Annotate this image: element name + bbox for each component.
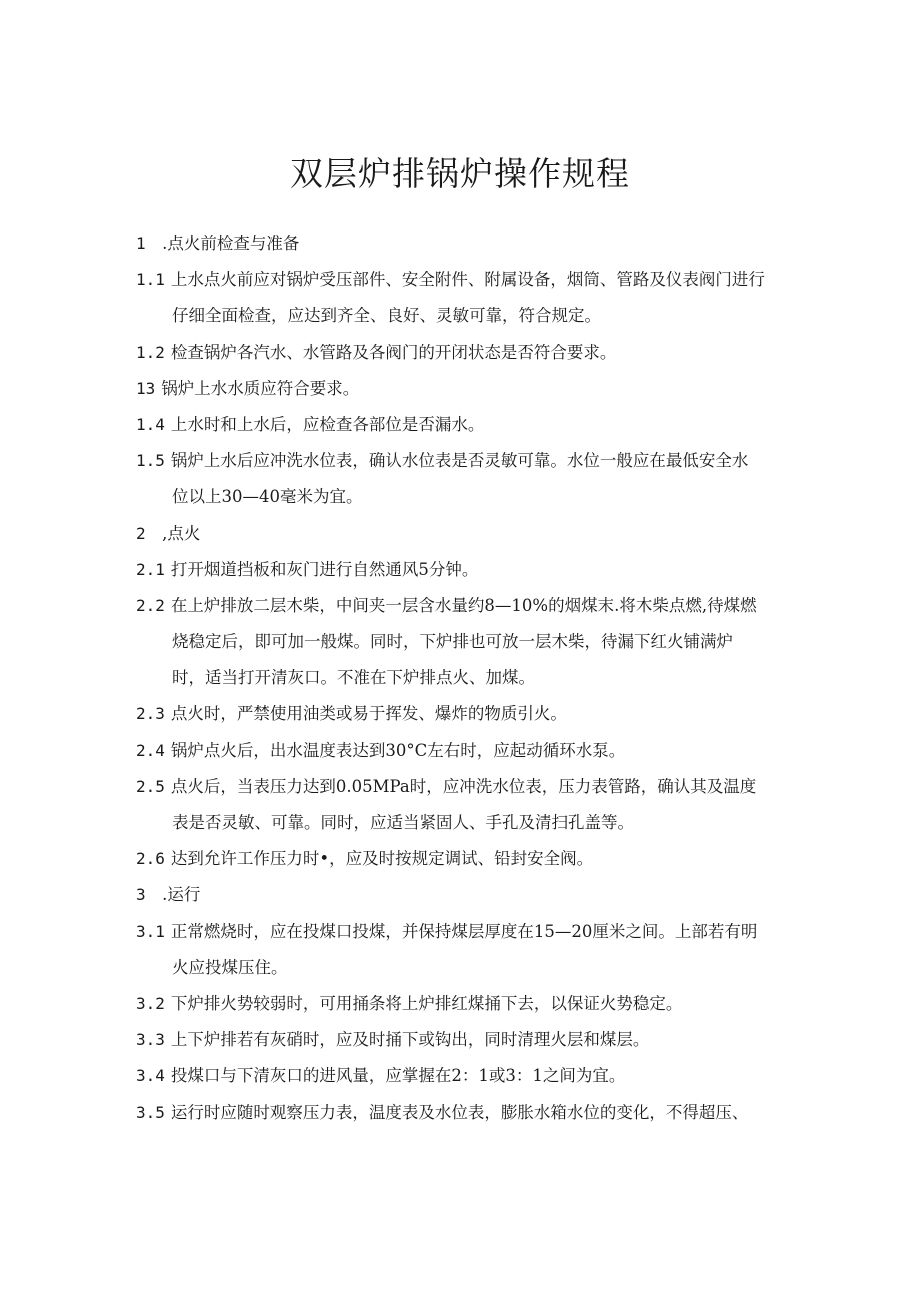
paragraph-line bbox=[136, 407, 796, 443]
clause-number: 2.2 bbox=[136, 595, 165, 615]
clause-text: 达到允许工作压力时•，应及时按规定调试、铅封安全阀。 bbox=[170, 849, 594, 869]
paragraph-line bbox=[136, 1095, 796, 1131]
clause-text: .运行 bbox=[151, 885, 201, 905]
clause-number: 3.1 bbox=[136, 921, 165, 941]
clause-number: 3.5 bbox=[136, 1102, 165, 1122]
clause-text: 表是否灵敏、可靠。同时，应适当紧固人、手孔及清扫孔盖等。 bbox=[172, 813, 634, 832]
paragraph-line bbox=[136, 443, 796, 479]
clause-number: 2.5 bbox=[136, 776, 165, 796]
paragraph-continuation bbox=[136, 660, 796, 696]
clause-number: 13 bbox=[136, 378, 156, 398]
clause-text: .点火前检查与准备 bbox=[151, 234, 300, 253]
clause-text: 锅炉上水后应冲洗水位表，确认水位表是否灵敏可靠。水位一般应在最低安全水 bbox=[170, 451, 749, 471]
paragraph-line bbox=[136, 516, 796, 552]
clause-text: 火应投煤压住。 bbox=[172, 957, 288, 977]
clause-text: 点火时，严禁使用油类或易于挥发、爆炸的物质引火。 bbox=[170, 704, 567, 724]
paragraph-line bbox=[136, 1058, 796, 1094]
paragraph-line bbox=[136, 262, 796, 298]
clause-number: 3.3 bbox=[136, 1030, 165, 1050]
clause-number: 2.4 bbox=[136, 740, 165, 760]
clause-text: 打开烟道挡板和灰门进行自然通风5分钟。 bbox=[170, 559, 479, 579]
clause-number: 1.5 bbox=[136, 451, 165, 471]
clause-number: 2.3 bbox=[136, 704, 165, 724]
clause-number: 1.2 bbox=[136, 342, 165, 362]
paragraph-continuation bbox=[136, 479, 796, 515]
clause-number: 2.1 bbox=[136, 559, 165, 579]
clause-number: 1.1 bbox=[136, 270, 165, 290]
paragraph-line bbox=[136, 552, 796, 588]
paragraph-line bbox=[136, 841, 796, 877]
paragraph-line bbox=[136, 769, 796, 805]
clause-text: 投煤口与下清灰口的进风量，应掌握在2：1或3：1之间为宜。 bbox=[170, 1066, 626, 1086]
clause-text: ,点火 bbox=[151, 523, 201, 543]
clause-text: 时，适当打开清灰口。不准在下炉排点火、加煤。 bbox=[172, 668, 535, 688]
clause-number: 3.4 bbox=[136, 1066, 165, 1086]
clause-text: 烧稳定后，即可加一般煤。同时，下炉排也可放一层木柴，待漏下红火铺满炉 bbox=[172, 632, 733, 652]
clause-text: 上水点火前应对锅炉受压部件、安全附件、附属设备，烟筒、管路及仪表阀门进行 bbox=[170, 270, 765, 290]
paragraph-line bbox=[136, 696, 796, 732]
paragraph-line bbox=[136, 371, 796, 407]
clause-text: 在上炉排放二层木柴，中间夹一层含水量约8—10%的烟煤末.将木柴点燃,待煤燃 bbox=[170, 595, 757, 615]
clause-text: 运行时应随时观察压力表，温度表及水位表，膨胀水箱水位的变化，不得超压、 bbox=[170, 1102, 749, 1122]
clause-text: 检查锅炉各汽水、水管路及各阀门的开闭状态是否符合要求。 bbox=[170, 342, 617, 362]
clause-number: 3 bbox=[136, 885, 146, 905]
paragraph-line bbox=[136, 1022, 796, 1058]
paragraph-continuation bbox=[136, 805, 796, 841]
clause-text: 位以上30—40毫米为宜。 bbox=[172, 487, 363, 507]
paragraph-line bbox=[136, 335, 796, 371]
paragraph-line bbox=[136, 914, 796, 950]
paragraph-line bbox=[136, 733, 796, 769]
paragraph-continuation bbox=[136, 624, 796, 660]
clause-number: 2 bbox=[136, 523, 146, 543]
clause-number: 1.4 bbox=[136, 414, 165, 434]
clause-text: 下炉排火势较弱时，可用捅条将上炉排红煤捅下去，以保证火势稳定。 bbox=[170, 993, 683, 1013]
clause-text: 仔细全面检查，应达到齐全、良好、灵敏可靠，符合规定。 bbox=[172, 306, 601, 326]
paragraph-line bbox=[136, 986, 796, 1022]
clause-text: 锅炉点火后，出水温度表达到30°C左右时，应起动循环水泵。 bbox=[170, 740, 626, 760]
paragraph-line bbox=[136, 877, 796, 913]
clause-number: 3.2 bbox=[136, 993, 165, 1013]
clause-number: 1 bbox=[136, 234, 146, 253]
clause-text: 点火后，当表压力达到0.05MPa时，应冲洗水位表，压力表管路，确认其及温度 bbox=[170, 776, 757, 796]
document-body bbox=[136, 226, 796, 1131]
paragraph-continuation bbox=[136, 298, 796, 334]
clause-text: 上水时和上水后，应检查各部位是否漏水。 bbox=[170, 414, 485, 434]
clause-text: 锅炉上水水质应符合要求。 bbox=[161, 378, 360, 398]
paragraph-line bbox=[136, 588, 796, 624]
paragraph-continuation bbox=[136, 950, 796, 986]
clause-text: 正常燃烧时，应在投煤口投煤，并保持煤层厚度在15—20厘米之间。上部若有明 bbox=[170, 921, 758, 941]
paragraph-line bbox=[136, 226, 796, 262]
document-title: 双层炉排锅炉操作规程 bbox=[290, 154, 630, 193]
clause-number: 2.6 bbox=[136, 849, 165, 869]
clause-text: 上下炉排若有灰硝时，应及时捅下或钩出，同时清理火层和煤层。 bbox=[170, 1030, 650, 1050]
